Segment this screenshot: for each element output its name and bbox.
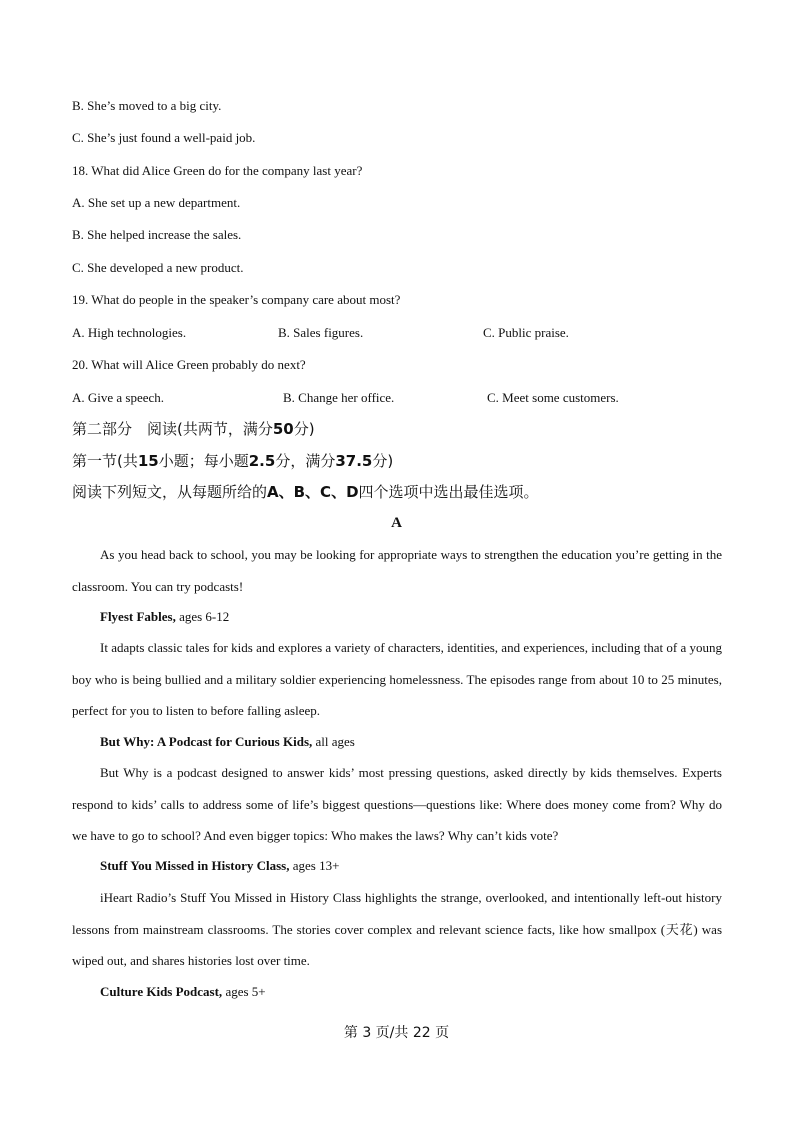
reading-instruction: 阅读下列短文，从每题所给的A、B、C、D四个选项中选出最佳选项。: [72, 483, 539, 501]
question-20-option-b: B. Change her office.: [283, 390, 395, 405]
question-19-option-a: A. High technologies.: [72, 325, 187, 340]
question-18: 18. What did Alice Green do for the company last year?: [72, 163, 363, 178]
page-footer: 第 3 页/共 22 页: [343, 1025, 450, 1041]
question-18-option-c: C. She developed a new product.: [72, 260, 244, 275]
section-one-title: 第一节(共15小题；每小题2.5分，满分37.5分): [72, 452, 394, 470]
podcast-description-3: iHeart Radio’s Stuff You Missed in History Class highlights the strange, overlooked, and intentionally left-out history lessons from mainstream classrooms. The stories cover complex and relevant science facts, like how smallpox (天花) was wiped out, and shares histories lost over time.: [72, 890, 722, 968]
podcast-description-1: It adapts classic tales for kids and explores a variety of characters, identities, and experiences, including that of a young boy who is being bullied and a military soldier experiencing homelessness. The episodes range from about 10 to 25 minutes, perfect for you to listen to before falling asleep.: [72, 640, 722, 718]
question-19-options: [72, 325, 722, 341]
question-17-option-b: B. She’s moved to a big city.: [72, 98, 222, 113]
question-20-option-a: A. Give a speech.: [72, 390, 165, 405]
question-20-options: [72, 390, 722, 406]
question-20-option-c: C. Meet some customers.: [487, 390, 619, 405]
podcast-heading-4: Culture Kids Podcast, ages 5+: [100, 984, 266, 999]
question-18-option-b: B. She helped increase the sales.: [72, 227, 242, 242]
passage-letter: A: [391, 515, 402, 531]
podcast-description-2: But Why is a podcast designed to answer kids’ most pressing questions, asked directly by kids themselves. Experts respond to kids’ calls to address some of life’s biggest questions—questions like: Where does money come from? Why do we have to go to school? And even bigger topics: Who makes the laws? Why can’t kids vote?: [72, 765, 722, 843]
podcast-heading-2: But Why: A Podcast for Curious Kids, all ages: [100, 734, 355, 749]
question-17-option-c: C. She’s just found a well-paid job.: [72, 130, 256, 145]
question-19-option-b: B. Sales figures.: [278, 325, 364, 340]
part-two-title: 第二部分 阅读(共两节，满分50分): [72, 420, 315, 438]
podcast-heading-1: Flyest Fables, ages 6-12: [100, 609, 230, 624]
question-20: 20. What will Alice Green probably do next?: [72, 357, 306, 372]
passage-intro: As you head back to school, you may be looking for appropriate ways to strengthen the education you’re getting in the classroom. You can try podcasts!: [72, 547, 722, 594]
question-19: 19. What do people in the speaker’s company care about most?: [72, 292, 401, 307]
question-19-option-c: C. Public praise.: [483, 325, 569, 340]
question-18-option-a: A. She set up a new department.: [72, 195, 241, 210]
podcast-heading-3: Stuff You Missed in History Class, ages 13+: [100, 858, 340, 873]
